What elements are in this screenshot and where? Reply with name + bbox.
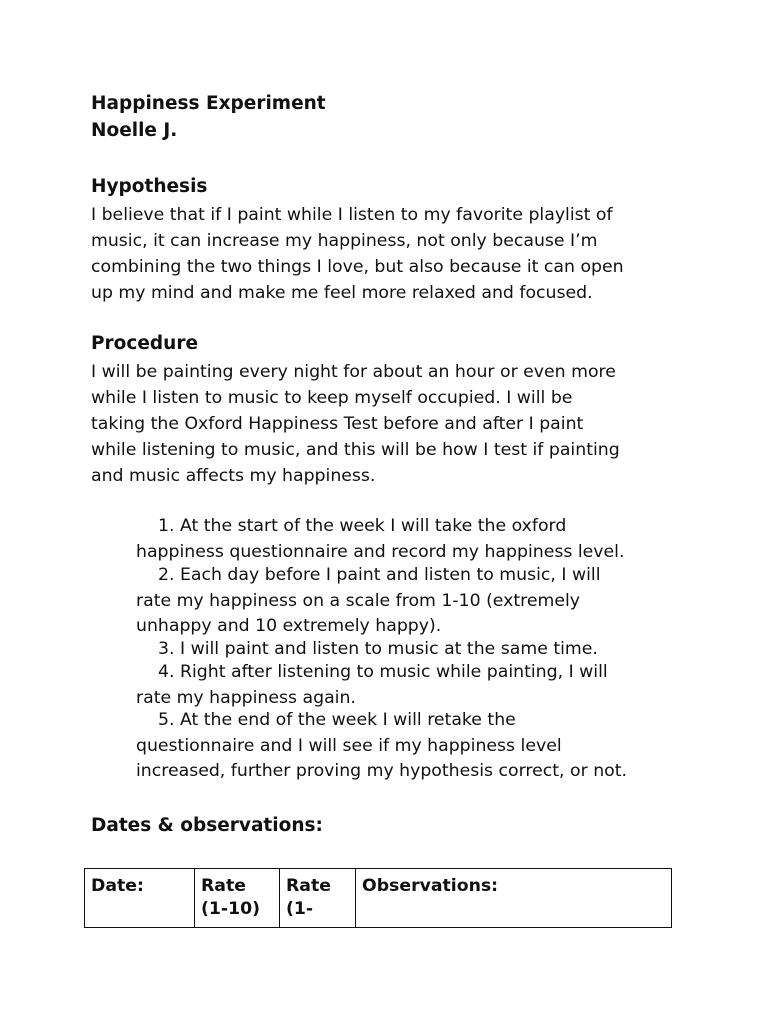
step-line: questionnaire and I will see if my happiness level bbox=[136, 735, 562, 756]
procedure-line: I will be painting every night for about an hour or even more bbox=[91, 362, 616, 382]
table-header-row bbox=[85, 869, 672, 928]
procedure-step-5 bbox=[136, 708, 627, 785]
observations-heading: Dates & observations: bbox=[91, 815, 323, 836]
document-title: Happiness Experiment bbox=[91, 93, 326, 114]
step-line: 3. I will paint and listen to music at the same time. bbox=[158, 639, 598, 659]
procedure-step-2 bbox=[136, 563, 601, 640]
step-line: 5. At the end of the week I will retake the bbox=[158, 710, 516, 730]
procedure-line: taking the Oxford Happiness Test before and after I paint bbox=[91, 414, 584, 434]
step-line: increased, further proving my hypothesis correct, or not. bbox=[136, 761, 628, 781]
procedure-line: while listening to music, and this will be how I test if painting bbox=[91, 440, 620, 460]
author-name: Noelle J. bbox=[91, 120, 178, 141]
step-line: 4. Right after listening to music while painting, I will bbox=[158, 662, 608, 682]
procedure-line: and music affects my happiness. bbox=[91, 466, 376, 486]
hypothesis-line: up my mind and make me feel more relaxed and focused. bbox=[91, 283, 593, 303]
step-line: unhappy and 10 extremely happy). bbox=[136, 616, 442, 636]
column-header-observations: Observations: bbox=[356, 869, 672, 928]
step-line: 2. Each day before I paint and listen to music, I will bbox=[158, 565, 601, 585]
step-line: rate my happiness again. bbox=[136, 687, 356, 708]
procedure-step-3 bbox=[136, 637, 598, 663]
procedure-step-1 bbox=[136, 514, 624, 565]
column-header-rate-before: Rate (1-10) bbox=[195, 869, 280, 928]
hypothesis-heading: Hypothesis bbox=[91, 176, 208, 197]
step-line: rate my happiness on a scale from 1-10 (extremely bbox=[136, 590, 580, 611]
step-line: 1. At the start of the week I will take the oxford bbox=[158, 516, 567, 536]
procedure-step-4 bbox=[136, 660, 608, 711]
procedure-paragraph bbox=[91, 359, 691, 489]
hypothesis-line: music, it can increase my happiness, not only because I’m bbox=[91, 231, 598, 251]
procedure-line: while I listen to music to keep myself occupied. I will be bbox=[91, 388, 573, 408]
column-header-date: Date: bbox=[85, 869, 195, 928]
procedure-heading: Procedure bbox=[91, 333, 198, 354]
step-line: happiness questionnaire and record my happiness level. bbox=[136, 541, 625, 562]
hypothesis-line: combining the two things I love, but also because it can open bbox=[91, 257, 624, 277]
hypothesis-paragraph bbox=[91, 202, 691, 306]
column-header-rate-after: Rate (1- bbox=[280, 869, 356, 928]
hypothesis-line: I believe that if I paint while I listen to my favorite playlist of bbox=[91, 205, 613, 225]
observations-table bbox=[84, 868, 672, 928]
